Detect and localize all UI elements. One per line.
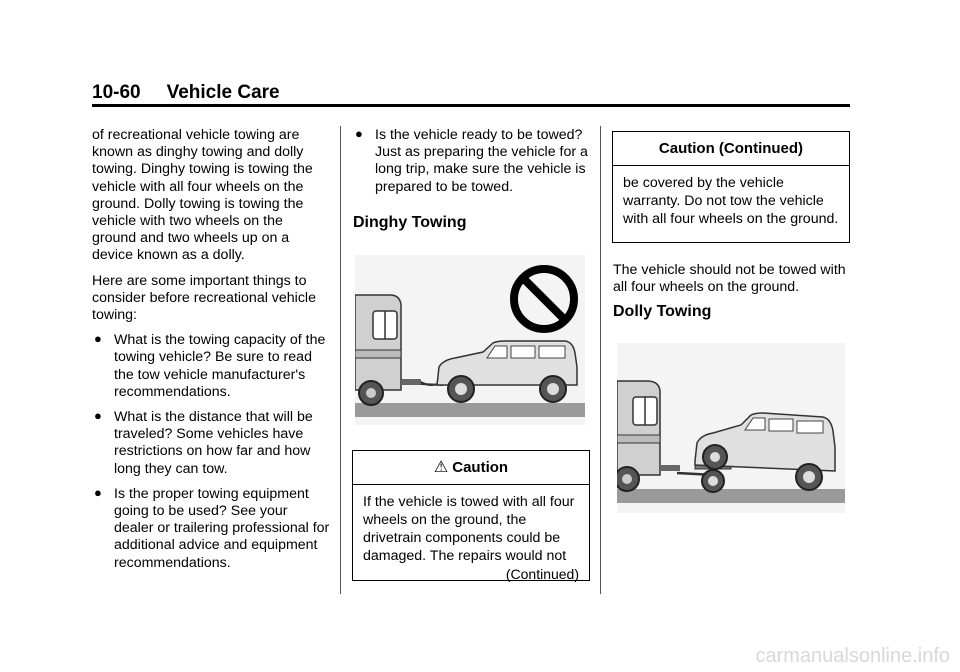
column-3-text: [613, 262, 851, 304]
bullet-icon: ●: [94, 408, 102, 424]
list-item: ● Is the proper towing equipment going to be used? See your dealer or trailering professional for additional advice and equipment recommendations.: [94, 484, 330, 571]
dolly-towing-illustration: [617, 343, 845, 513]
bullet-icon: ●: [355, 126, 363, 141]
warning-icon: ⚠: [433, 459, 449, 476]
list-item: ● What is the distance that will be traveled? Some vehicles have restrictions on how far and how long they can tow.: [94, 408, 313, 477]
list-item: ● Is the vehicle ready to be towed? Just as preparing the vehicle for a long trip, make sure the vehicle is prepared to be towed.: [355, 126, 588, 195]
column-2-bullet: [353, 127, 589, 204]
towing-note: The vehicle should not be towed with all four wheels on the ground.: [613, 262, 846, 296]
dinghy-towing-illustration: [355, 255, 585, 425]
page-number: 10-60: [92, 82, 141, 103]
caution-title: ⚠ Caution: [353, 451, 589, 485]
header-rule: [92, 104, 850, 107]
column-divider-1: [340, 126, 341, 594]
caution-continued-body: be covered by the vehicle warranty. Do not tow the vehicle with all four wheels on the ground.: [623, 175, 839, 227]
bullet-icon: ●: [94, 331, 102, 347]
caution-continued-title: Caution (Continued): [613, 132, 849, 166]
bullet-icon: ●: [94, 484, 102, 500]
watermark: carmanualsonline.info: [755, 645, 950, 667]
intro-paragraph: of recreational vehicle towing are known as dinghy towing and dolly towing. Dinghy towing is towing the vehicle with all four wheels on the ground. Dolly towing is towing the vehicle with two wheels on the ground and two wheels up on a device known as a dolly.: [92, 127, 313, 264]
column-divider-2: [600, 126, 601, 594]
dinghy-towing-heading: Dinghy Towing: [353, 214, 467, 231]
list-item: ● What is the towing capacity of the towing vehicle? Be sure to read the tow vehicle manufacturer's recommendations.: [94, 331, 326, 400]
page-header: [92, 82, 280, 104]
dolly-towing-heading: Dolly Towing: [613, 303, 712, 320]
section-title: Vehicle Care: [166, 82, 280, 103]
column-1: [92, 127, 330, 580]
considerations-paragraph: Here are some important things to consider before recreational vehicle towing:: [92, 272, 316, 324]
caution-continued-box: [612, 131, 850, 243]
caution-box: [352, 450, 590, 581]
caution-body: If the vehicle is towed with all four wheels on the ground, the drivetrain components could be damaged. The repairs would not (Continued): [363, 494, 579, 582]
continued-label: (Continued): [505, 566, 579, 582]
